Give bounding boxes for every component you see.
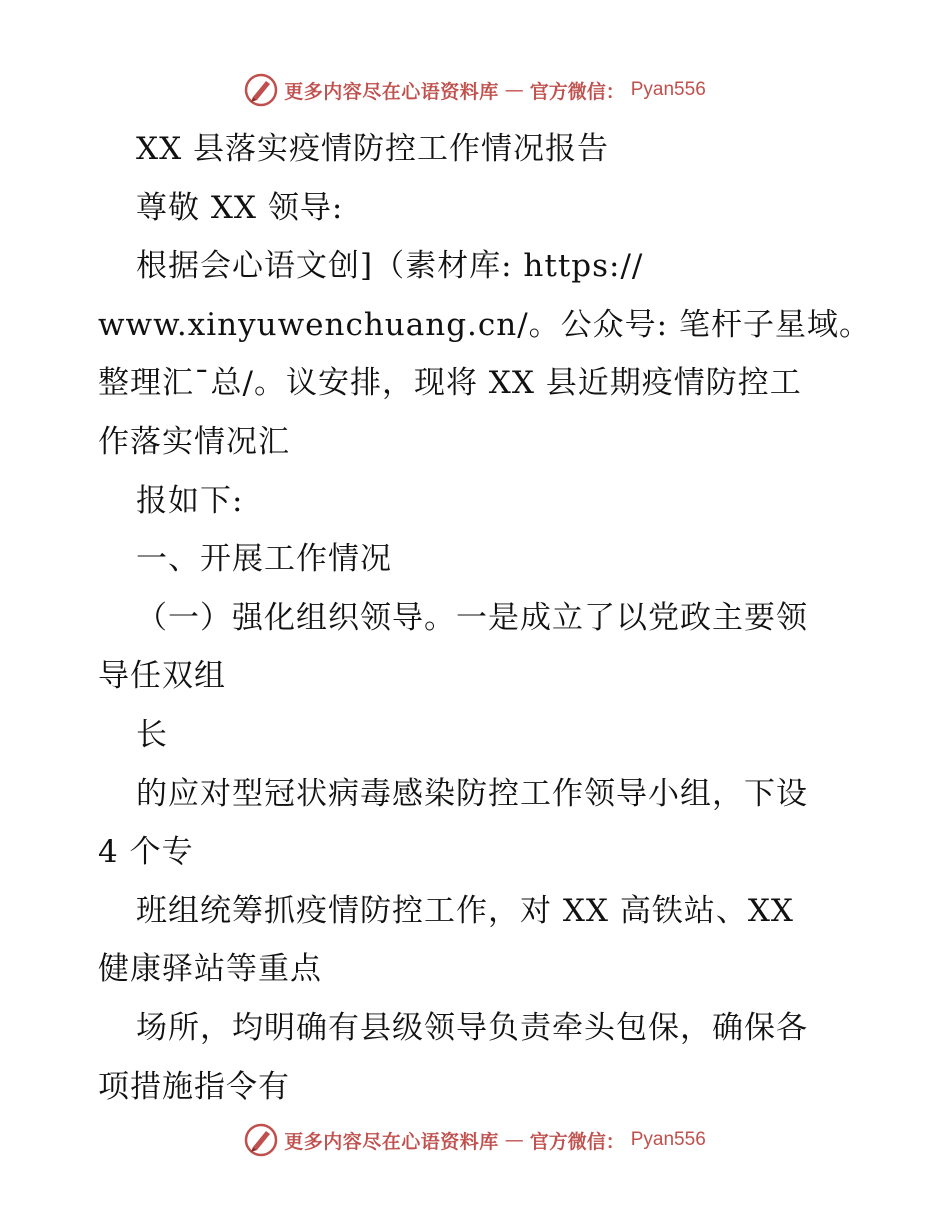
- watermark-brand-text: 更多内容尽在心语资料库: [284, 1130, 499, 1153]
- watermark-official-label: 官方微信：: [529, 1130, 625, 1153]
- body-line: （一）强化组织领导。一是成立了以党政主要领: [136, 599, 808, 636]
- body-line: 班组统筹抓疫情防控工作，对 XX 高铁站、XX: [136, 892, 794, 929]
- body-line: 导任双组: [98, 658, 226, 695]
- body-line: 作落实情况汇: [98, 423, 290, 460]
- body-line: 整理汇¯总/。议安排，现将 XX 县近期疫情防控工: [98, 365, 802, 402]
- watermark-official-label: 官方微信：: [529, 80, 625, 103]
- header-watermark-banner: [0, 70, 950, 110]
- body-line: 的应对型冠状病毒感染防控工作领导小组，下设: [136, 775, 808, 812]
- body-line: 4 个专: [98, 834, 194, 871]
- pen-quill-logo-icon: [244, 73, 278, 107]
- section-heading: 一、开展工作情况: [136, 541, 392, 578]
- pen-quill-logo-icon: [244, 1123, 278, 1157]
- body-line: 场所，均明确有县级领导负责牵头包保，确保各: [136, 1009, 808, 1046]
- body-line: 长: [136, 716, 168, 753]
- watermark-wechat-id: Pyan556: [630, 79, 706, 100]
- body-line: 项措施指令有: [98, 1068, 290, 1105]
- watermark-brand-text: 更多内容尽在心语资料库: [284, 80, 499, 103]
- watermark-content: [244, 1123, 706, 1157]
- document-body: [98, 120, 871, 1116]
- body-line: 健康驿站等重点: [98, 951, 322, 988]
- body-line: 报如下:: [136, 482, 244, 519]
- watermark-wechat-id: Pyan556: [630, 1129, 706, 1150]
- watermark-dash: —: [504, 79, 524, 101]
- salutation: 尊敬 XX 领导:: [136, 189, 344, 226]
- body-line: www.xinyuwenchuang.cn/。公众号: 笔杆子星域。: [98, 306, 871, 343]
- watermark-dash: —: [504, 1129, 524, 1151]
- watermark-content: [244, 73, 706, 107]
- document-title: XX 县落实疫情防控工作情况报告: [136, 131, 609, 167]
- footer-watermark-banner: [0, 1120, 950, 1160]
- body-line: 根据会心语文创]（素材库: https://: [136, 248, 644, 285]
